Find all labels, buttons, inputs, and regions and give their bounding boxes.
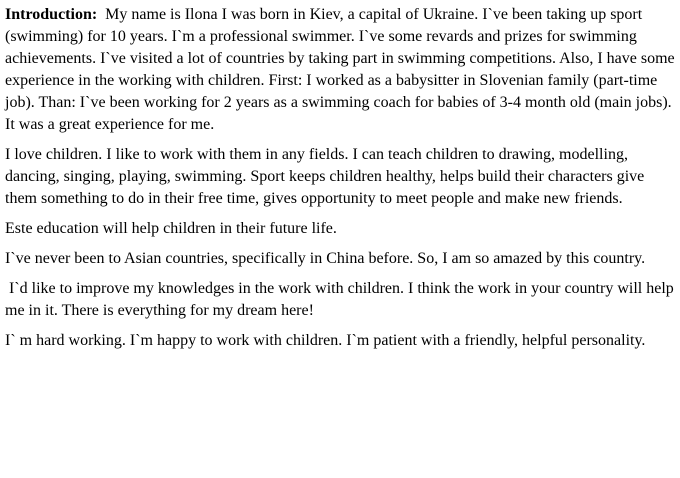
paragraph-improve-knowledge: I`d like to improve my knowledges in the work with children. I think the work in your country will help me in it. There is everything for my dream here! bbox=[5, 280, 678, 319]
intro-text: My name is Ilona I was born in Kiev, a capital of Ukraine. I`ve been taking up sport (swimming) for 10 years. I`m a professional swimmer. I`ve some revards and prizes for swimming achievements. I`ve visited a lot of countries by taking part in swimming competitions. Also, I have some experience in the working with children. First: I worked as a babysitter in Slovenian family (part-time job). Than: I`ve been working for 2 years as a swimming coach for babies of 3-4 month old (main jobs). It was a great experience for me. bbox=[5, 6, 679, 133]
paragraph-love-children: I love children. I like to work with them in any fields. I can teach children to drawing, modelling, dancing, singing, playing, swimming. Sport keeps children healthy, helps build their characters give them something to do in their free time, gives opportunity to meet people and make new friends. bbox=[5, 146, 649, 207]
paragraph-education: Este education will help children in their future life. bbox=[5, 220, 337, 237]
paragraph-asian-countries: I`ve never been to Asian countries, specifically in China before. So, I am so amazed by this country. bbox=[5, 250, 646, 267]
intro-paragraph bbox=[5, 4, 679, 136]
document-body bbox=[5, 4, 679, 360]
paragraph-personality: I` m hard working. I`m happy to work with children. I`m patient with a friendly, helpful personality. bbox=[5, 332, 646, 349]
intro-label: Introduction: bbox=[5, 6, 98, 23]
